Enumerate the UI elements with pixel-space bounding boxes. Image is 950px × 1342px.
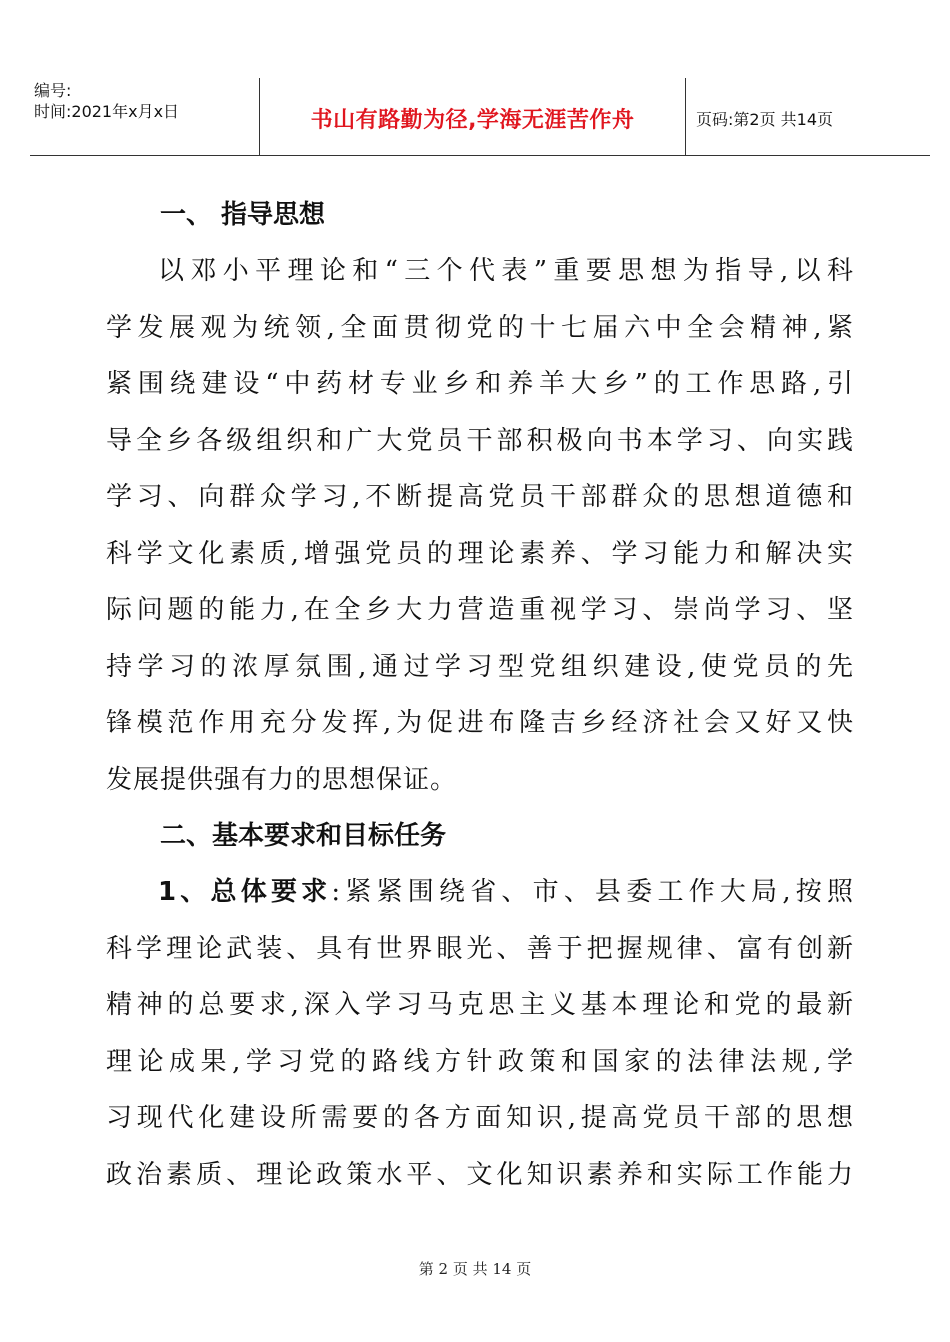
header-meta-cell [30,78,259,155]
text-line: 导全乡各级组织和广大党员干部积极向书本学习、向实践 [106,425,854,456]
text-line: 持学习的浓厚氛围,通过学习型党组织建设,使党员的先 [106,651,854,682]
text-line: 学发展观为统领,全面贯彻党的十七届六中全会精神,紧 [106,312,854,343]
document-date-label: 时间:2021年x月x日 [34,102,180,121]
text-line: 际问题的能力,在全乡大力营造重视学习、崇尚学习、坚 [106,595,854,625]
text-line: 习现代化建设所需要的各方面知识,提高党员干部的思想 [106,1103,854,1133]
section-heading-guiding-ideology: 一、 指导思想 [160,200,326,230]
text-line: 发展提供强有力的思想保证。 [106,764,458,795]
text-line: 科学理论武装、具有世界眼光、善于把握规律、富有创新 [106,933,854,964]
paragraph-guiding-ideology [106,243,854,808]
text-line: 政治素质、理论政策水平、文化知识素养和实际工作能力 [106,1159,854,1190]
header-motto-cell [259,78,686,155]
document-body [106,187,854,1203]
text-line: 科学文化素质,增强党员的理论素养、学习能力和解决实 [106,538,854,569]
text-line-rest: :紧紧围绕省、市、县委工作大局,按照 [331,877,855,907]
section-heading-requirements: 二、基本要求和目标任务 [160,821,447,851]
text-line: 学习、向群众学习,不断提高党员干部群众的思想道德和 [106,482,854,512]
document-header [30,78,930,156]
text-line: 精神的总要求,深入学习马克思主义基本理论和党的最新 [106,990,854,1020]
page-footer [0,1258,950,1279]
text-line: 理论成果,学习党的路线方针政策和国家的法律法规,学 [106,1046,854,1077]
header-page-number: 页码:第2页 共14页 [696,110,834,129]
header-page-cell [686,78,930,155]
document-number-label: 编号: [34,81,72,100]
text-line: 锋模范作用充分发挥,为促进布隆吉乡经济社会又好又快 [106,708,854,738]
text-line: 紧围绕建设“中药材专业乡和养羊大乡”的工作思路,引 [106,369,854,399]
footer-page-number: 第 2 页 共 14 页 [418,1260,532,1278]
overall-requirements-lead: 1、总体要求 [158,877,332,907]
paragraph-overall-requirements [106,864,854,1203]
text-line-with-lead [106,864,854,921]
header-motto: 书山有路勤为径,学海无涯苦作舟 [310,108,635,133]
text-line: 以邓小平理论和“三个代表”重要思想为指导,以科 [158,256,854,286]
